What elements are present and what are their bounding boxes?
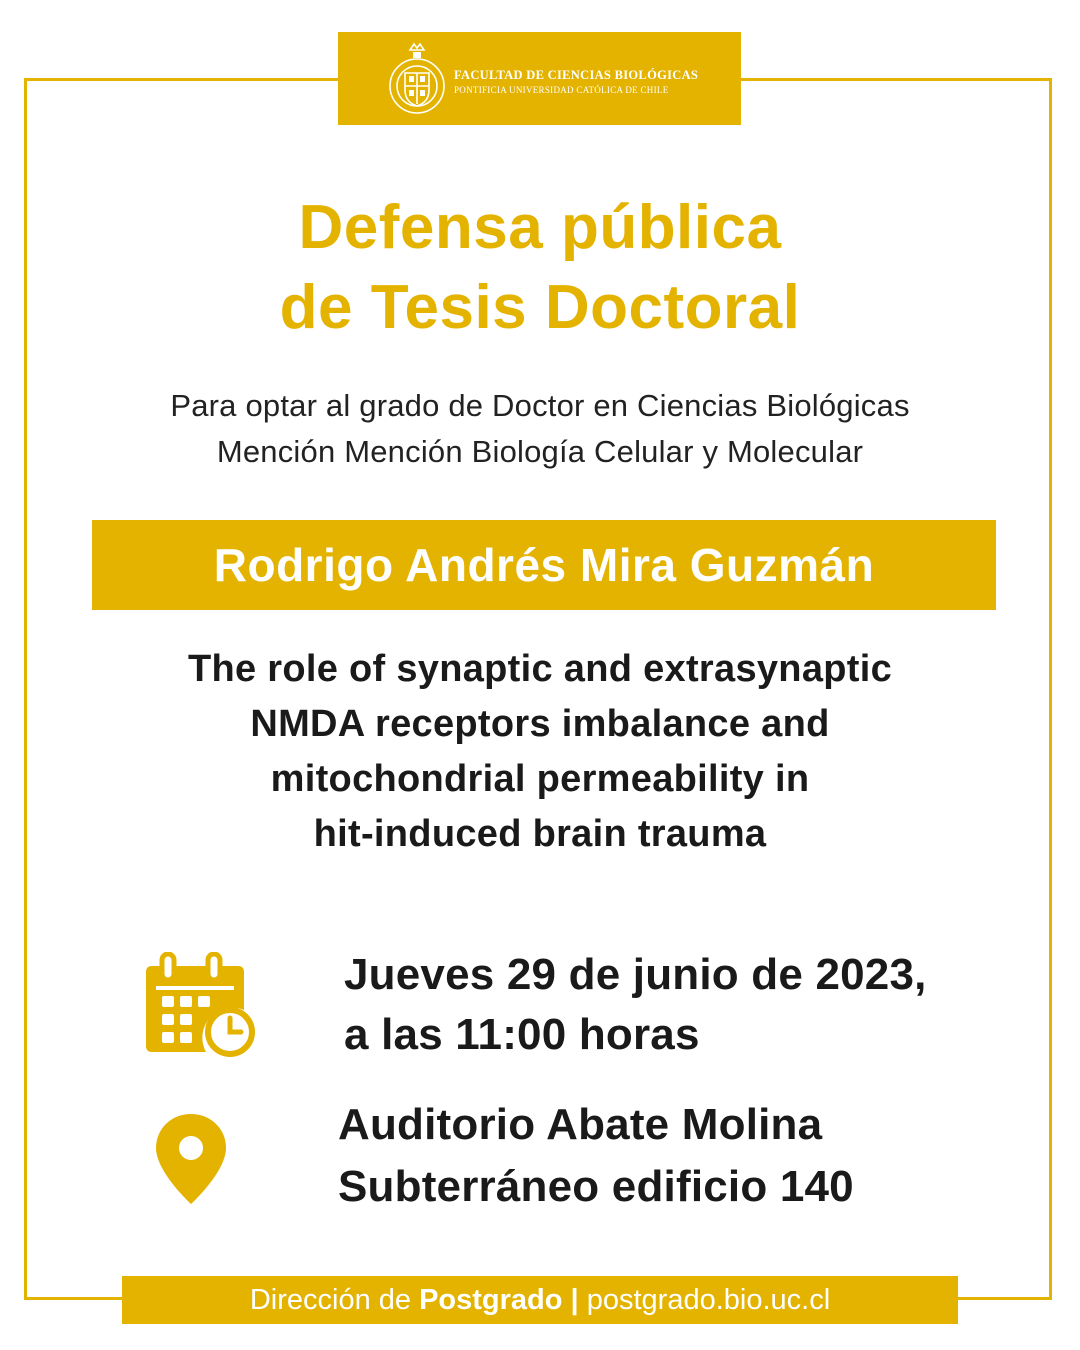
footer-separator: | — [562, 1284, 587, 1316]
thesis-title-line-3: mitochondrial permeability in — [270, 758, 810, 800]
calendar-clock-icon — [144, 952, 258, 1058]
event-time: a las 11:00 horas — [344, 1010, 700, 1059]
event-venue-detail: Subterráneo edificio 140 — [338, 1162, 854, 1211]
mention-line: Mención Mención Biología Celular y Molecular — [216, 434, 864, 469]
thesis-title-line-1: The role of synaptic and extrasynaptic — [187, 648, 893, 690]
university-seal-icon — [386, 40, 448, 118]
faculty-logo-banner — [338, 32, 741, 125]
thesis-title-line-2: NMDA receptors imbalance and — [250, 703, 830, 745]
footer-department: Postgrado — [419, 1284, 563, 1316]
event-date: Jueves 29 de junio de 2023, — [344, 950, 927, 999]
location-pin-icon — [154, 1112, 228, 1206]
event-venue: Auditorio Abate Molina — [338, 1100, 823, 1149]
university-name: PONTIFICIA UNIVERSIDAD CATÓLICA DE CHILE — [454, 85, 669, 95]
faculty-name: FACULTAD DE CIENCIAS BIOLÓGICAS — [454, 68, 699, 82]
title-line-2: de Tesis Doctoral — [279, 273, 801, 342]
thesis-title-line-4: hit-induced brain trauma — [313, 813, 767, 855]
faculty-logo-text — [454, 68, 698, 95]
footer-url-link[interactable]: postgrado.bio.uc.cl — [586, 1284, 831, 1316]
degree-line: Para optar al grado de Doctor en Ciencias Biológicas — [170, 388, 910, 423]
footer-bar — [122, 1276, 958, 1324]
footer-prefix: Dirección de — [249, 1284, 420, 1316]
title-line-1: Defensa pública — [298, 193, 782, 262]
candidate-name: Rodrigo Andrés Mira Guzmán — [92, 520, 996, 610]
